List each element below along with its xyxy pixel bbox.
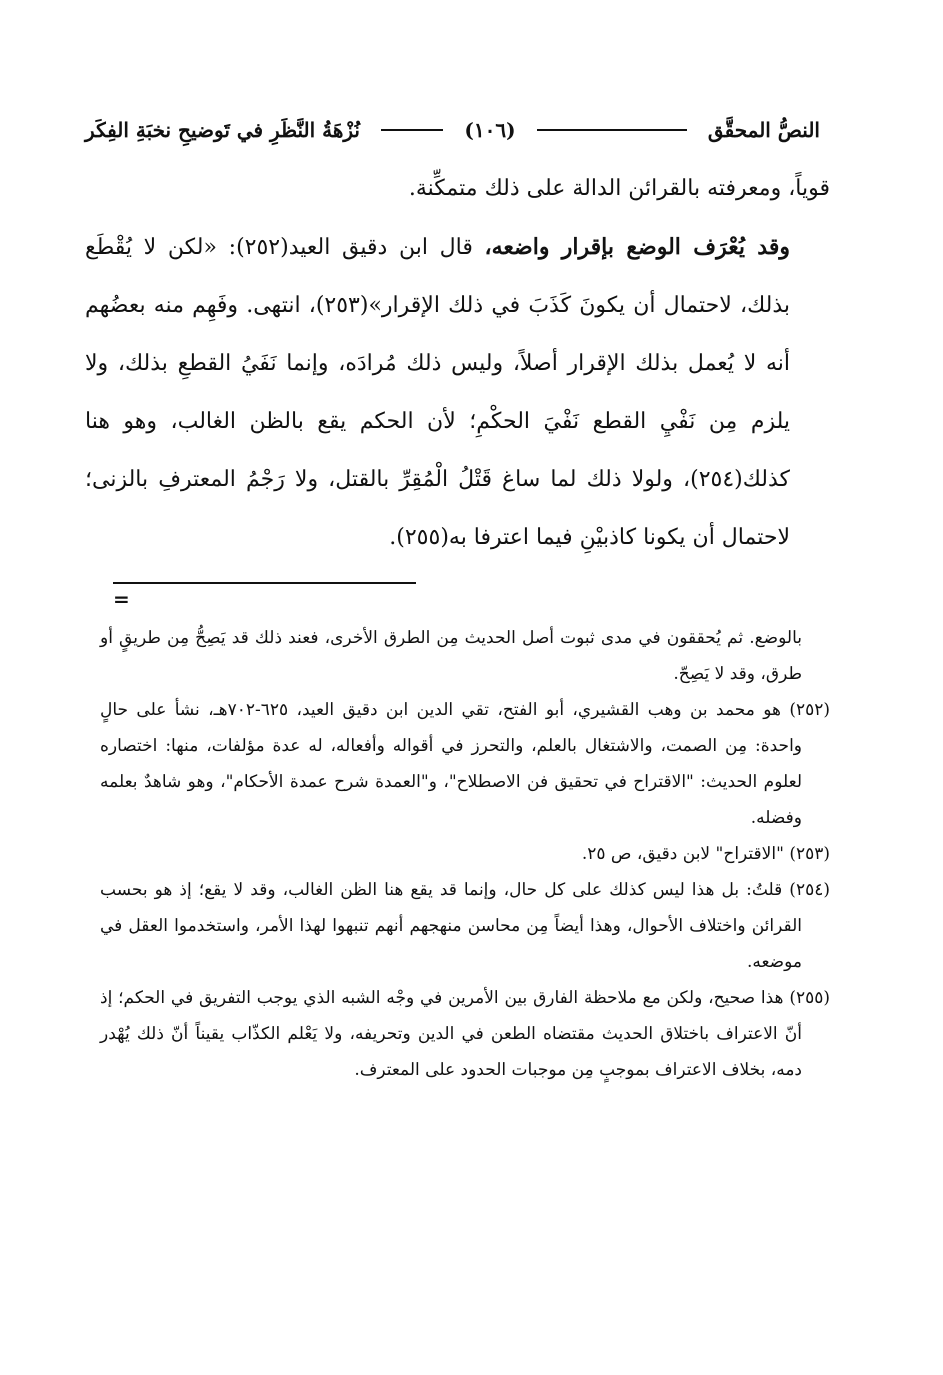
page-header	[85, 110, 820, 150]
page-number: (١٠٦)	[464, 118, 516, 142]
paragraph-1: قوياً، ومعرفته بالقرائن الدالة على ذلك متمكِّنة.	[408, 176, 830, 201]
header-book-title: نُزْهَةُ النَّظَرِ في تَوضيحِ نخبَةِ الفِكَر	[85, 118, 360, 142]
footnote-separator	[113, 582, 416, 584]
paragraph-2-text: قال ابن دقيق العيد(٢٥٢): «لكن لا يُقْطَع بذلك، لاحتمال أن يكونَ كَذَبَ في ذلك الإقرار»(٢٥٣)، انتهى. وفَهِم منه بعضُهم أنه لا يُعمل بذلك الإقرار أصلاً، وليس ذلك مُرادَه، وإنما نَفَيُ القطعِ بذلك، ولا يلزم مِن نَفْيِ القطع نَفْيَ الحكْمِ؛ لأن الحكم يقع بالظن الغالب، وهو هنا كذلك(٢٥٤)، ولولا ذلك لما ساغ قَتْلُ الْمُقِرِّ بالقتل، ولا رَجْمُ المعترفِ بالزنى؛ لاحتمال أن يكونا كاذبيْنِ فيما اعترفا به(٢٥٥).	[85, 235, 790, 550]
header-section-title: النصُّ المحقَّق	[707, 118, 820, 142]
paragraph-2-heading: وقد يُعْرَف الوضع بإقرار واضعه،	[484, 234, 790, 260]
continuation-mark: =	[113, 587, 130, 611]
header-rule-left	[381, 129, 443, 131]
footnote-continuation: بالوضع. ثم يُحققون في مدى ثبوت أصل الحديث مِن الطرق الأخرى، فعند ذلك قد يَصِحُّ مِن طريقٍ أو طرق، وقد لا يَصِحّ.	[100, 628, 802, 684]
footnotes	[100, 620, 830, 1088]
paragraph-2	[85, 218, 830, 567]
footnote-253: (٢٥٣) "الاقتراح" لابن دقيق، ص ٢٥.	[581, 844, 830, 864]
footnote-254: (٢٥٤) قلتُ: بل هذا ليس كذلك على كل حال، وإنما قد يقع هنا الظن الغالب، وقد لا يقع؛ إذ هو بحسب القرائن واختلاف الأحوال، وهذا أيضاً مِن محاسن منهجهم أنهم تنبهوا لهذا الأمر، واستخدموا العقل في موضعه.	[100, 880, 830, 972]
main-text	[85, 160, 830, 567]
footnote-255: (٢٥٥) هذا صحيح، ولكن مع ملاحظة الفارق بين الأمرين في وجْه الشبه الذي يوجب التفريق في الحكم؛ إذ أنّ الاعتراف باختلاق الحديث مقتضاه الطعن في الدين وتحريفه، ولا يَعْلم الكذّاب يقيناً أنّ ذلك يُهْدر دمه، بخلاف الاعتراف بموجبٍ مِن موجبات الحدود على المعترف.	[100, 988, 830, 1080]
footnote-252: (٢٥٢) هو محمد بن وهب القشيري، أبو الفتح، تقي الدين ابن دقيق العيد، ٦٢٥-٧٠٢هـ، نشأ على حالٍ واحدة: مِن الصمت، والاشتغال بالعلم، والتحرز في أقواله وأفعاله، له عدة مؤلفات، منها: اختصاره لعلوم الحديث: "الاقتراح في تحقيق فن الاصطلاح"، و"العمدة شرح عمدة الأحكام"، وهو شاهدٌ بعلمه وفضله.	[100, 700, 830, 828]
header-rule-right	[537, 129, 687, 131]
